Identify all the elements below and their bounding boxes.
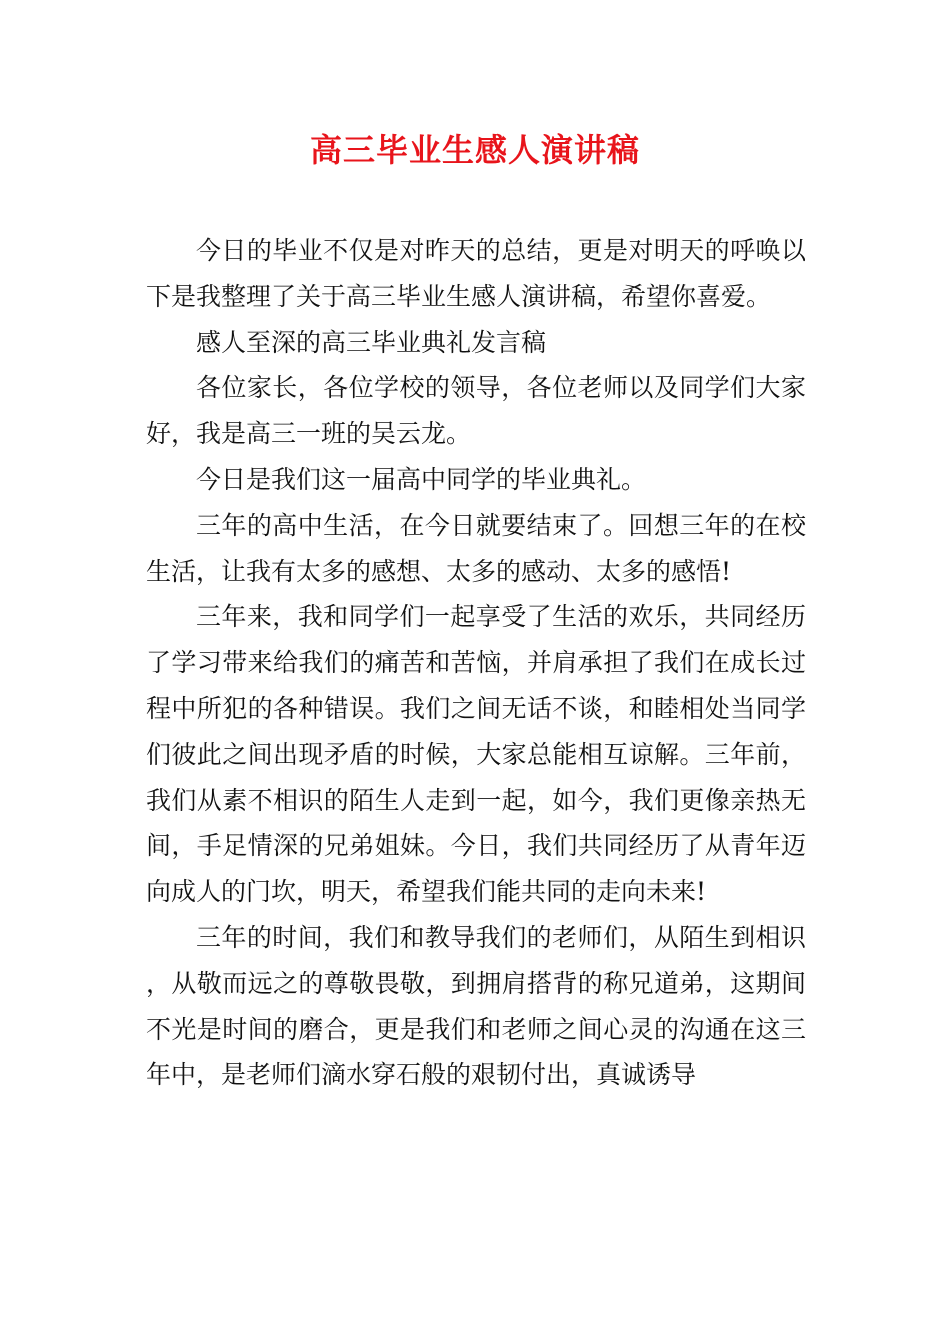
paragraph-subtitle: 感人至深的高三毕业典礼发言稿: [196, 327, 547, 357]
paragraph-reflection: 三年的高中生活，在今日就要结束了。回想三年的在校生活，让我有太多的感想、太多的感动、太多的感悟!: [146, 510, 806, 586]
paragraph-classmates: 三年来，我和同学们一起享受了生活的欢乐，共同经历了学习带来给我们的痛苦和苦恼，并肩承担了我们在成长过程中所犯的各种错误。我们之间无话不谈，和睦相处当同学们彼此之间出现矛盾的时候，大家总能相互谅解。三年前，我们从素不相识的陌生人走到一起，如今，我们更像亲热无间，手足情深的兄弟姐妹。今日，我们共同经历了从青年迈向成人的门坎，明天，希望我们能共同的走向未来!: [146, 602, 806, 907]
paragraph-greeting: 各位家长，各位学校的领导，各位老师以及同学们大家好，我是高三一班的吴云龙。: [146, 373, 806, 449]
paragraph-teachers: 三年的时间，我们和教导我们的老师们，从陌生到相识，从敬而远之的尊敬畏敬，到拥肩搭背的称兄道弟，这期间不光是时间的磨合，更是我们和老师之间心灵的沟通在这三年中，是老师们滴水穿石般的艰韧付出，真诚诱导: [146, 922, 806, 1090]
document-body: [146, 228, 806, 1098]
paragraph-intro: 今日的毕业不仅是对昨天的总结，更是对明天的呼唤以下是我整理了关于高三毕业生感人演讲稿，希望你喜爱。: [146, 236, 806, 311]
paragraph-ceremony: 今日是我们这一届高中同学的毕业典礼。: [196, 464, 647, 494]
document-title: 高三毕业生感人演讲稿: [309, 131, 640, 169]
